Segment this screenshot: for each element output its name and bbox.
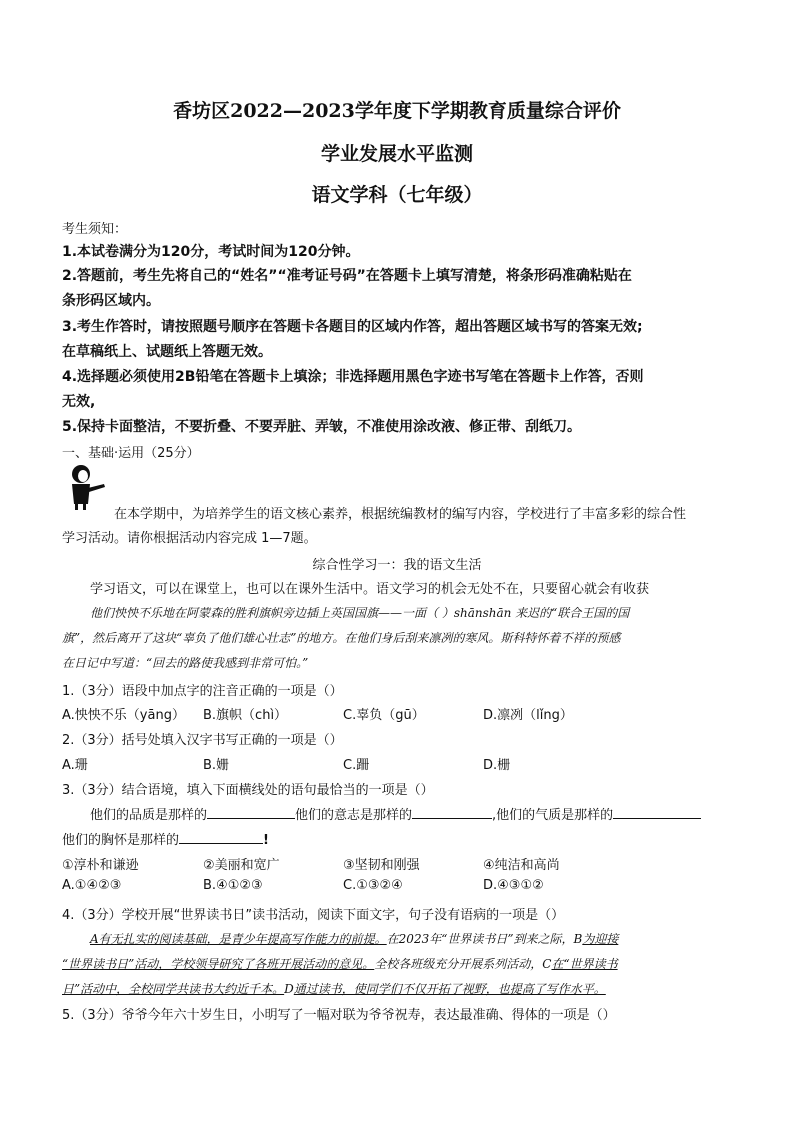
q4-label-d: D xyxy=(284,982,294,996)
paragraph-1: 学习语文，可以在课堂上，也可以在课外生活中。语文学习的机会无处不在，只要留心就会有收获 xyxy=(90,582,650,597)
q4-sentence-c: 在“世界读书 xyxy=(551,957,618,971)
notice-item-4-cont: 无效, xyxy=(62,394,96,410)
q4-stem: 4.（3分）学校开展“世界读书日”读书活动，阅读下面文字，句子没有语病的一项是（） xyxy=(62,908,565,923)
q3-phrase-1: ①淳朴和谦逊 xyxy=(62,858,139,873)
q4-sentence-b: 为迎接 xyxy=(582,932,619,946)
q3-option-b[interactable]: B.④①②③ xyxy=(203,878,263,893)
section-heading: 一、基础·运用（25分） xyxy=(62,446,200,461)
q2-option-b[interactable]: B.姗 xyxy=(203,758,230,773)
q3-sentence-line-1 xyxy=(90,804,701,823)
notice-item-3: 3.考生作答时，请按照题号顺序在答题卡各题目的区域内作答，超出答题区域书写的答案无效; xyxy=(62,319,643,335)
notice-item-5: 5.保持卡面整洁，不要折叠、不要弄脏、弄皱，不准使用涂改液、修正带、刮纸刀。 xyxy=(62,419,582,435)
notice-item-1: 1.本试卷满分为120分，考试时间为120分钟。 xyxy=(62,244,360,260)
activity-subtitle: 综合性学习一：我的语文生活 xyxy=(312,558,482,573)
q3-blank-1[interactable] xyxy=(207,804,295,819)
teacher-illustration-icon xyxy=(64,464,110,510)
q3-phrase-3: ③坚韧和刚强 xyxy=(343,858,420,873)
q1-option-b[interactable]: B.旗帜（chì） xyxy=(203,708,288,723)
q3-option-d[interactable]: D.④③①② xyxy=(483,878,544,893)
q3-stem: 3.（3分）结合语境，填入下面横线处的语句最恰当的一项是（） xyxy=(62,783,434,798)
q3-text-a: 他们的品质是那样的 xyxy=(90,808,208,823)
q3-blank-4[interactable] xyxy=(179,829,263,844)
q4-passage-line-2 xyxy=(62,955,618,972)
q1-option-c[interactable]: C.辜负（gū） xyxy=(343,708,425,723)
q3-text-b: 他们的意志是那样的 xyxy=(295,808,413,823)
q3-text-end: ! xyxy=(263,833,269,848)
q4-sentence-a: A有无扎实的阅读基础，是青少年提高写作能力的前提。 xyxy=(90,932,387,946)
q3-blank-2[interactable] xyxy=(412,804,492,819)
notice-item-2-cont: 条形码区域内。 xyxy=(62,293,160,309)
q3-option-a[interactable]: A.①④②③ xyxy=(62,878,122,893)
notice-item-4: 4.选择题必须使用2B铅笔在答题卡上填涂；非选择题用黑色字迹书写笔在答题卡上作答，否则 xyxy=(62,369,644,385)
exam-subject: 语文学科（七年级） xyxy=(311,184,483,206)
notice-item-2: 2.答题前，考生先将自己的“姓名”“准考证号码”在答题卡上填写清楚，将条形码准确粘贴在 xyxy=(62,268,632,284)
intro-line-2: 学习活动。请你根据活动内容完成 1—7题。 xyxy=(62,531,317,546)
q4-sentence-c-cont: 日”活动中，全校同学共读书大约近千本。 xyxy=(62,982,285,996)
q4-passage-line-1 xyxy=(90,930,618,947)
q4-passage-line-3 xyxy=(62,980,606,997)
passage-line-2: 旗”，然后离开了这块“辜负了他们雄心壮志”的地方。在他们身后刮来凛冽的寒风。斯科特怀着不祥的预感 xyxy=(62,631,621,645)
q5-stem: 5.（3分）爷爷今年六十岁生日，小明写了一幅对联为爷爷祝寿，表达最准确、得体的一项是（） xyxy=(62,1008,616,1023)
q2-stem: 2.（3分）括号处填入汉字书写正确的一项是（） xyxy=(62,733,343,748)
q2-option-a[interactable]: A.珊 xyxy=(62,758,88,773)
exam-subtitle: 学业发展水平监测 xyxy=(320,143,473,165)
q4-sentence-d: 通过读书，使同学们不仅开拓了视野，也提高了写作水平。 xyxy=(293,982,606,996)
q3-sentence-line-2 xyxy=(62,829,269,848)
notice-heading: 考生须知： xyxy=(62,222,128,237)
passage-line-1: 他们怏怏不乐地在阿蒙森的胜利旗帜旁边插上英国国旗——一面（ ）shānshān 来迟的“联合王国的国 xyxy=(90,606,630,620)
passage-line-3: 在日记中写道：“回去的路使我感到非常可怕。” xyxy=(62,656,309,670)
q1-stem: 1.（3分）语段中加点字的注音正确的一项是（） xyxy=(62,684,343,699)
q3-phrase-4: ④纯洁和高尚 xyxy=(483,858,560,873)
q3-phrase-2: ②美丽和宽广 xyxy=(203,858,280,873)
q3-blank-3[interactable] xyxy=(613,804,701,819)
notice-item-3-cont: 在草稿纸上、试题纸上答题无效。 xyxy=(62,344,272,360)
q4-sentence-b-cont: “世界读书日”活动，学校领导研究了各班开展活动的意见。 xyxy=(62,957,375,971)
q3-text-c: ,他们的气质是那样的 xyxy=(492,808,614,823)
intro-line-1: 在本学期中，为培养学生的语文核心素养，根据统编教材的编写内容，学校进行了丰富多彩的综合性 xyxy=(114,507,687,522)
q3-option-c[interactable]: C.①③②④ xyxy=(343,878,403,893)
q1-option-d[interactable]: D.凛冽（lǐng） xyxy=(483,708,573,723)
q2-option-d[interactable]: D.栅 xyxy=(483,758,511,773)
exam-title: 香坊区2022—2023学年度下学期教育质量综合评价 xyxy=(173,100,621,122)
q4-text-2: 全校各班级充分开展系列活动，C xyxy=(374,957,552,971)
q1-option-a[interactable]: A.怏怏不乐（yāng） xyxy=(62,708,185,723)
q2-option-c[interactable]: C.跚 xyxy=(343,758,370,773)
q4-text-1: 在2023年“世界读书日”到来之际，B xyxy=(386,932,583,946)
q3-text-d: 他们的胸怀是那样的 xyxy=(62,833,180,848)
